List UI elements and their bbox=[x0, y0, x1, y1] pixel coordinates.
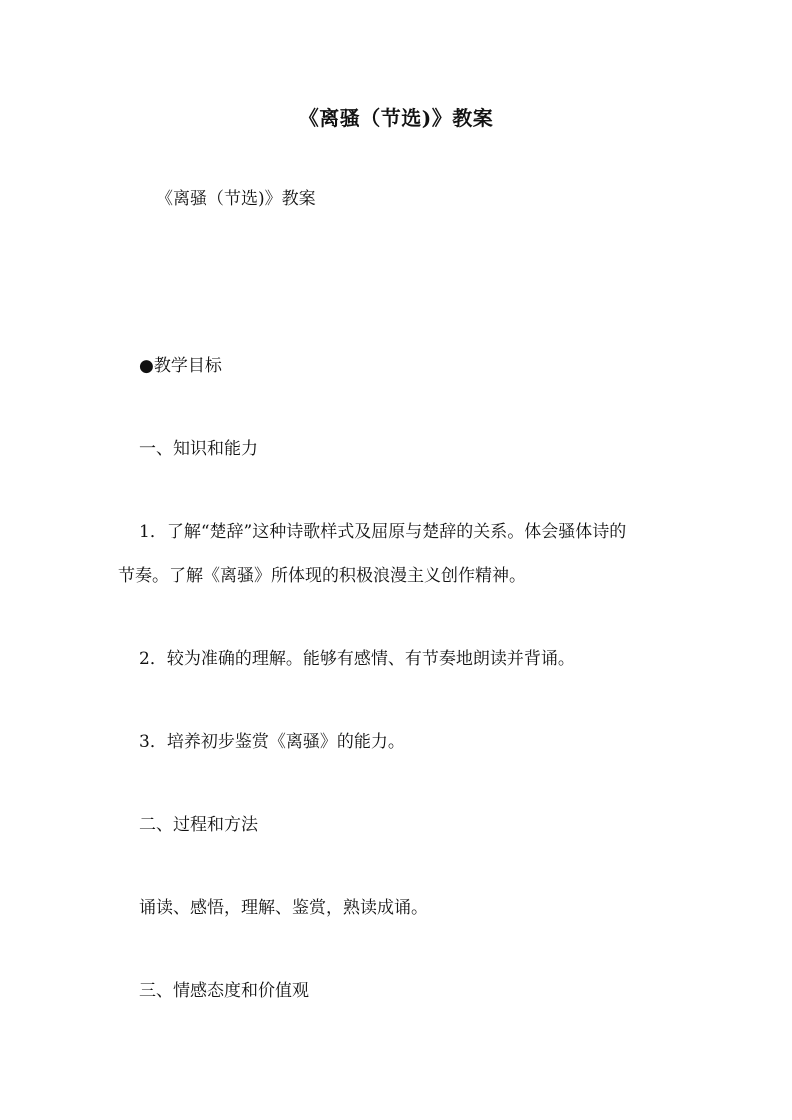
document-title: 《离骚（节选)》教案 bbox=[298, 106, 494, 130]
goal-item-3: 3．培养初步鉴赏《离骚》的能力。 bbox=[139, 732, 405, 752]
method-text: 诵读、感悟，理解、鉴赏，熟读成诵。 bbox=[139, 898, 428, 918]
goal-item-1-line-1: 1．了解“楚辞”这种诗歌样式及屈原与楚辞的关系。体会骚体诗的 bbox=[139, 522, 627, 542]
teaching-goal-heading: ●教学目标 bbox=[139, 356, 222, 376]
section-emotion-values: 三、情感态度和价值观 bbox=[139, 981, 309, 1001]
section-process-method: 二、过程和方法 bbox=[139, 815, 258, 835]
document-subtitle: 《离骚（节选)》教案 bbox=[156, 189, 316, 209]
goal-item-1-line-2: 节奏。了解《离骚》所体现的积极浪漫主义创作精神。 bbox=[118, 566, 526, 586]
section-knowledge-ability: 一、知识和能力 bbox=[139, 439, 258, 459]
goal-item-2: 2．较为准确的理解。能够有感情、有节奏地朗读并背诵。 bbox=[139, 649, 575, 669]
